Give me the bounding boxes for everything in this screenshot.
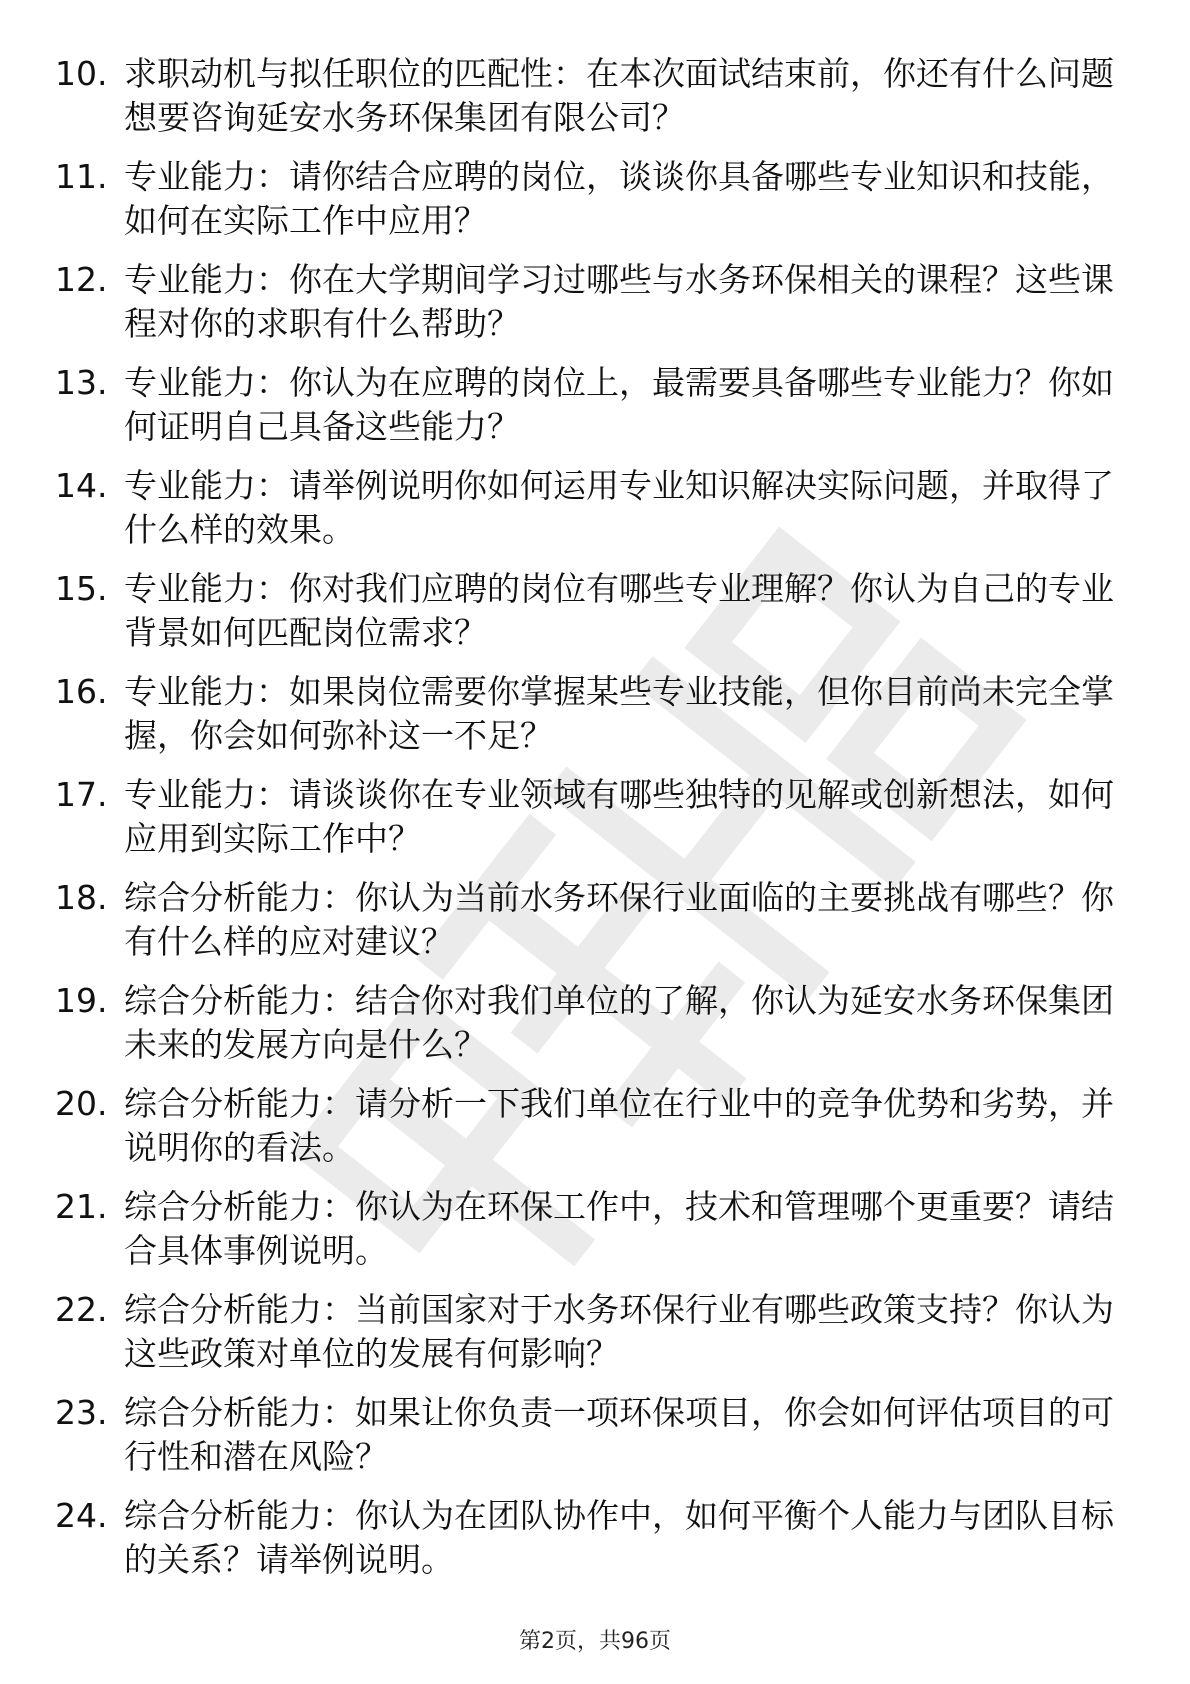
question-body: 你认为在团队协作中，如何平衡个人能力与团队目标的关系？请举例说明。 bbox=[124, 1496, 1114, 1579]
question-category: 综合分析能力 bbox=[124, 878, 322, 917]
question-item bbox=[55, 1494, 1135, 1597]
question-number: 10. bbox=[55, 54, 108, 93]
category-separator: ： bbox=[553, 54, 586, 93]
question-number: 23. bbox=[55, 1393, 108, 1432]
question-number: 16. bbox=[55, 672, 108, 711]
question-body: 请分析一下我们单位在行业中的竞争优势和劣势，并说明你的看法。 bbox=[124, 1084, 1114, 1167]
question-item bbox=[55, 773, 1135, 876]
category-separator: ： bbox=[256, 466, 289, 505]
question-number: 19. bbox=[55, 981, 108, 1020]
category-separator: ： bbox=[322, 1084, 355, 1123]
question-text bbox=[124, 464, 1124, 552]
question-body: 你对我们应聘的岗位有哪些专业理解？你认为自己的专业背景如何匹配岗位需求？ bbox=[124, 569, 1114, 652]
category-separator: ： bbox=[256, 775, 289, 814]
category-separator: ： bbox=[256, 672, 289, 711]
question-item bbox=[55, 670, 1135, 773]
question-item bbox=[55, 876, 1135, 979]
category-separator: ： bbox=[322, 878, 355, 917]
question-category: 综合分析能力 bbox=[124, 1290, 322, 1329]
category-separator: ： bbox=[322, 1393, 355, 1432]
question-item bbox=[55, 258, 1135, 361]
question-item bbox=[55, 1391, 1135, 1494]
question-body: 你认为当前水务环保行业面临的主要挑战有哪些？你有什么样的应对建议？ bbox=[124, 878, 1114, 961]
question-number: 24. bbox=[55, 1496, 108, 1535]
category-separator: ： bbox=[256, 260, 289, 299]
question-number: 21. bbox=[55, 1187, 108, 1226]
question-item bbox=[55, 155, 1135, 258]
question-text bbox=[124, 1082, 1124, 1170]
question-category: 专业能力 bbox=[124, 466, 256, 505]
question-text bbox=[124, 155, 1124, 243]
question-item bbox=[55, 52, 1135, 155]
category-separator: ： bbox=[322, 1290, 355, 1329]
question-number: 15. bbox=[55, 569, 108, 608]
question-text bbox=[124, 258, 1124, 346]
question-category: 专业能力 bbox=[124, 363, 256, 402]
question-category: 专业能力 bbox=[124, 260, 256, 299]
question-text bbox=[124, 361, 1124, 449]
question-item bbox=[55, 1082, 1135, 1185]
category-separator: ： bbox=[322, 981, 355, 1020]
question-text bbox=[124, 1494, 1124, 1582]
category-separator: ： bbox=[322, 1496, 355, 1535]
question-body: 请你结合应聘的岗位，谈谈你具备哪些专业知识和技能，如何在实际工作中应用？ bbox=[124, 157, 1114, 240]
question-body: 你在大学期间学习过哪些与水务环保相关的课程？这些课程对你的求职有什么帮助？ bbox=[124, 260, 1114, 343]
question-text bbox=[124, 670, 1124, 758]
question-number: 12. bbox=[55, 260, 108, 299]
question-category: 综合分析能力 bbox=[124, 1496, 322, 1535]
question-text bbox=[124, 979, 1124, 1067]
question-category: 综合分析能力 bbox=[124, 1393, 322, 1432]
question-category: 综合分析能力 bbox=[124, 1187, 322, 1226]
question-category: 专业能力 bbox=[124, 775, 256, 814]
question-item bbox=[55, 1288, 1135, 1391]
question-category: 综合分析能力 bbox=[124, 1084, 322, 1123]
question-category: 专业能力 bbox=[124, 672, 256, 711]
question-category: 专业能力 bbox=[124, 569, 256, 608]
category-separator: ： bbox=[322, 1187, 355, 1226]
question-text bbox=[124, 567, 1124, 655]
category-separator: ： bbox=[256, 157, 289, 196]
question-number: 14. bbox=[55, 466, 108, 505]
page-number: 第2页，共96页 bbox=[519, 1629, 671, 1654]
category-separator: ： bbox=[256, 569, 289, 608]
question-number: 20. bbox=[55, 1084, 108, 1123]
question-category: 求职动机与拟任职位的匹配性 bbox=[124, 54, 553, 93]
question-text bbox=[124, 1185, 1124, 1273]
question-body: 结合你对我们单位的了解，你认为延安水务环保集团未来的发展方向是什么？ bbox=[124, 981, 1114, 1064]
question-number: 22. bbox=[55, 1290, 108, 1329]
question-body: 当前国家对于水务环保行业有哪些政策支持？你认为这些政策对单位的发展有何影响？ bbox=[124, 1290, 1114, 1373]
category-separator: ： bbox=[256, 363, 289, 402]
question-number: 17. bbox=[55, 775, 108, 814]
question-number: 11. bbox=[55, 157, 108, 196]
question-text bbox=[124, 773, 1124, 861]
question-text bbox=[124, 1391, 1124, 1479]
question-number: 13. bbox=[55, 363, 108, 402]
question-item bbox=[55, 979, 1135, 1082]
question-item bbox=[55, 464, 1135, 567]
question-body: 你认为在应聘的岗位上，最需要具备哪些专业能力？你如何证明自己具备这些能力？ bbox=[124, 363, 1114, 446]
question-list bbox=[55, 52, 1135, 1597]
question-item bbox=[55, 361, 1135, 464]
question-body: 如果岗位需要你掌握某些专业技能，但你目前尚未完全掌握，你会如何弥补这一不足？ bbox=[124, 672, 1114, 755]
question-body: 如果让你负责一项环保项目，你会如何评估项目的可行性和潜在风险？ bbox=[124, 1393, 1114, 1476]
question-category: 综合分析能力 bbox=[124, 981, 322, 1020]
question-text bbox=[124, 1288, 1124, 1376]
question-number: 18. bbox=[55, 878, 108, 917]
question-body: 请谈谈你在专业领域有哪些独特的见解或创新想法，如何应用到实际工作中？ bbox=[124, 775, 1114, 858]
question-body: 你认为在环保工作中，技术和管理哪个更重要？请结合具体事例说明。 bbox=[124, 1187, 1114, 1270]
question-text bbox=[124, 876, 1124, 964]
question-body: 请举例说明你如何运用专业知识解决实际问题，并取得了什么样的效果。 bbox=[124, 466, 1114, 549]
question-body: 在本次面试结束前，你还有什么问题想要咨询延安水务环保集团有限公司？ bbox=[124, 54, 1114, 137]
question-item bbox=[55, 1185, 1135, 1288]
question-text bbox=[124, 52, 1124, 140]
question-category: 专业能力 bbox=[124, 157, 256, 196]
question-item bbox=[55, 567, 1135, 670]
